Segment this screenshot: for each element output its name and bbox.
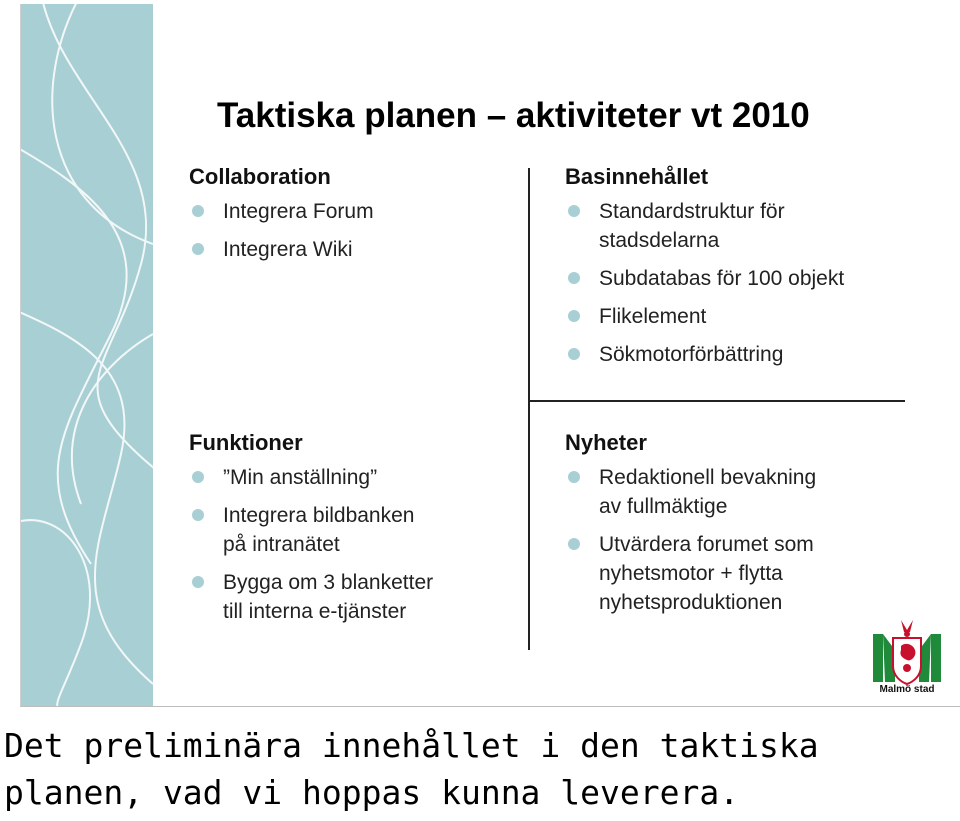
bullet-dot-icon — [192, 576, 204, 588]
quadrant-nyheter — [565, 430, 816, 626]
slide-caption: Det preliminära innehållet i den taktiska planen, vad vi hoppas kunna leverera. — [4, 726, 819, 812]
list-item: Sökmotorförbättring — [565, 340, 844, 369]
quadrant-heading: Basinnehållet — [565, 164, 709, 189]
quadrant-heading: Collaboration — [189, 164, 331, 189]
decorative-swirl-icon — [21, 4, 153, 706]
quadrant-basinnehallet — [565, 164, 844, 378]
bullet-dot-icon — [192, 243, 204, 255]
bullet-dot-icon — [568, 272, 580, 284]
list-item: Subdatabas för 100 objekt — [565, 264, 844, 293]
logo-label: Malmö stad — [879, 684, 935, 695]
quadrant-funktioner — [189, 430, 433, 635]
list-item: Integrera bildbanken på intranätet — [189, 501, 433, 559]
list-item: Redaktionell bevakning av fullmäktige — [565, 463, 816, 521]
list-item: Bygga om 3 blanketter till interna e-tjänster — [189, 568, 433, 626]
quadrant-heading: Nyheter — [565, 430, 647, 455]
bullet-dot-icon — [568, 310, 580, 322]
bullet-dot-icon — [192, 509, 204, 521]
bullet-dot-icon — [568, 538, 580, 550]
list-item: Integrera Wiki — [189, 235, 374, 264]
list-item: Standardstruktur för stadsdelarna — [565, 197, 844, 255]
list-item: Utvärdera forumet som nyhetsmotor + flytta nyhetsproduktionen — [565, 530, 816, 617]
horizontal-divider — [528, 400, 905, 402]
list-item: ”Min anställning” — [189, 463, 433, 492]
list-item: Flikelement — [565, 302, 844, 331]
slide-title: Taktiska planen – aktiviteter vt 2010 — [217, 96, 810, 135]
vertical-divider — [528, 168, 530, 650]
quadrant-collaboration — [189, 164, 374, 273]
bullet-dot-icon — [192, 205, 204, 217]
slide — [20, 4, 960, 707]
bullet-dot-icon — [568, 205, 580, 217]
bullet-dot-icon — [568, 348, 580, 360]
bullet-dot-icon — [192, 471, 204, 483]
list-item: Integrera Forum — [189, 197, 374, 226]
decorative-side-band — [21, 4, 153, 706]
quadrant-heading: Funktioner — [189, 430, 303, 455]
bullet-dot-icon — [568, 471, 580, 483]
